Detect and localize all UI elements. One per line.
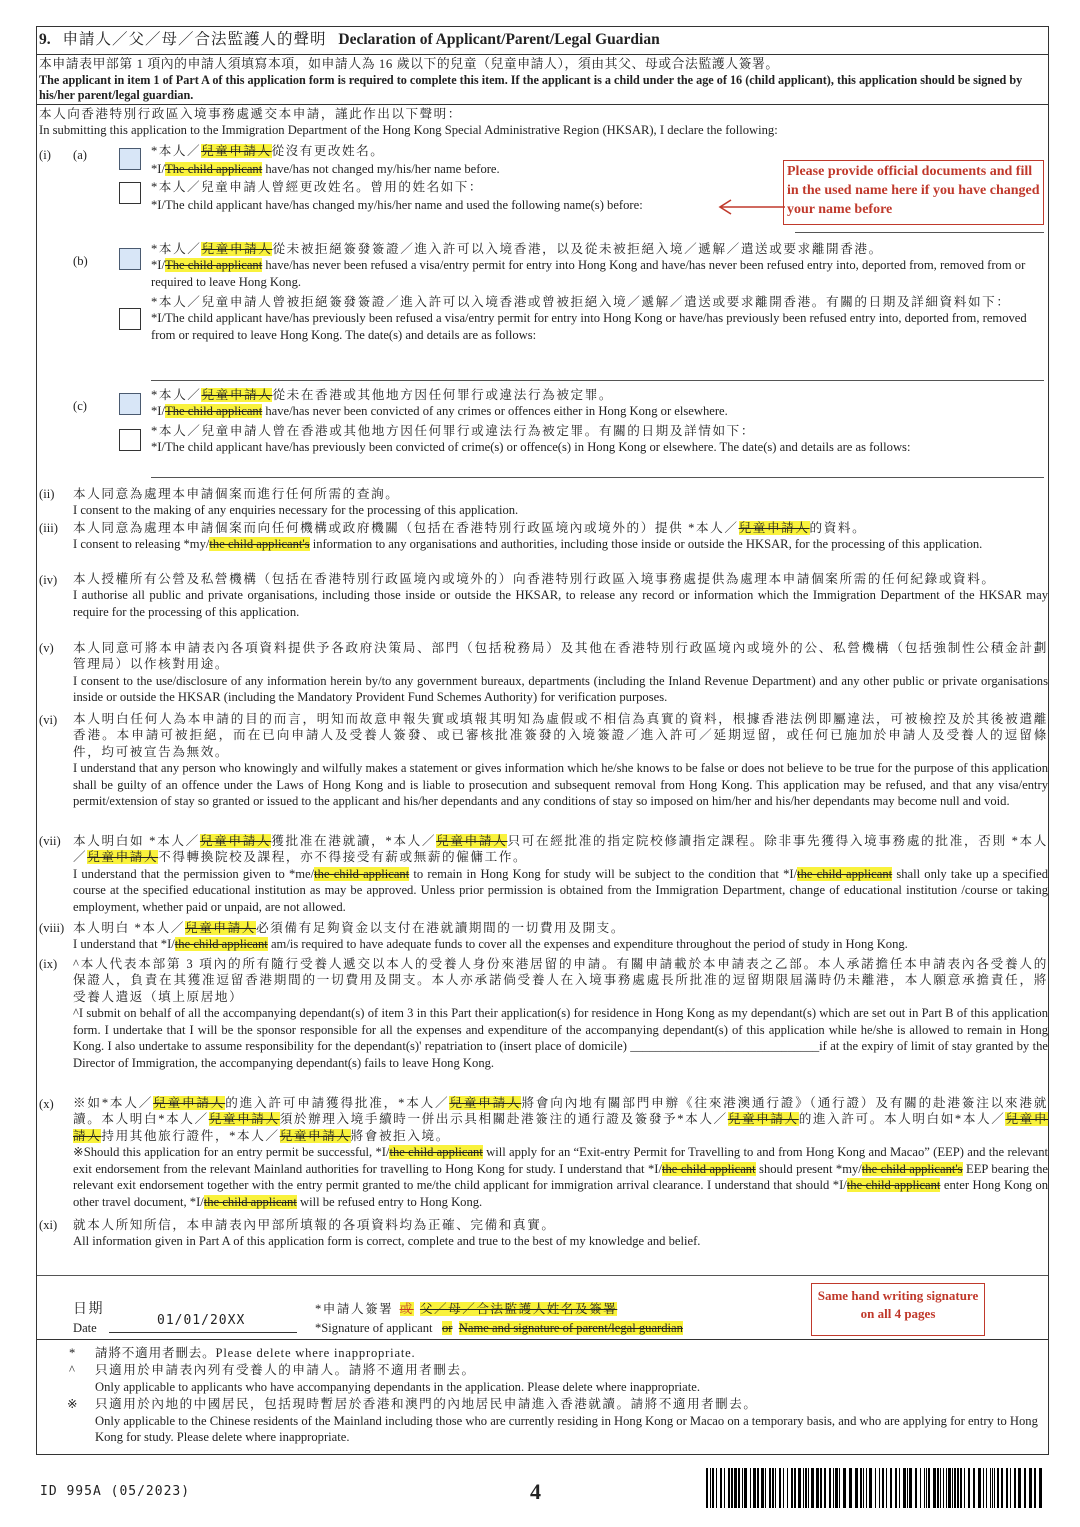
barcode-bar — [1010, 1468, 1011, 1508]
barcode-bar — [909, 1468, 912, 1508]
vii-text: 本人明白如 *本人／兒童申請人獲批准在港就讀，*本人／兒童申請人只可在經批准的指定院校修讀指定課程。除非事先獲得入境事務處的批准，否則 *本人／兒童申請人不得轉換院校及課程，亦不得接受有薪或無薪的僱傭工作。 I understand that the permission given to *me/the child applicant to remain in Hong Kong for study will be subject to the condition that *I/the child applicant shall only take up a specified course at the specified educational institution as may be approved. Unless prior permission is obtained from the Immigration Department, change of educational institution /course or taking employment, whether paid or unpaid, are not allowed. — [73, 834, 1048, 914]
item-vi-label: (vi) — [39, 713, 58, 727]
barcode-bar — [731, 1468, 733, 1508]
barcode-bar — [933, 1468, 936, 1508]
item-vii-label: (vii) — [39, 834, 61, 848]
barcode-bar — [1006, 1468, 1008, 1508]
barcode-bar — [1001, 1468, 1003, 1508]
barcode-bar — [924, 1468, 925, 1508]
barcode-bar — [875, 1468, 876, 1508]
intro-declare — [39, 106, 1044, 139]
barcode-bar — [772, 1468, 774, 1508]
a2-en: *I/The child applicant have/has changed my/his/her name and used the following name(s) before: — [151, 198, 643, 212]
barcode-bar — [710, 1468, 711, 1508]
barcode-bar — [920, 1468, 921, 1508]
barcode-bar — [886, 1468, 887, 1508]
barcode-bar — [833, 1468, 834, 1508]
footnote-ref-symbol: ※ — [67, 1397, 78, 1411]
barcode — [706, 1468, 1048, 1508]
viii-text: 本人明白 *本人／兒童申請人必須備有足夠資金以支付在港就讀期間的一切費用及開支。 I understand that *I/the child applicant am/is required to have adequate funds to cover all the expenses and expenditure throughout the period of study in Hong Kong. — [73, 921, 908, 952]
xi-text: 就本人所知所信，本申請表內甲部所填報的各項資料均為正確、完備和真實。 All information given in Part A of this application form is correct, complete and true to the best of my knowledge and belief. — [73, 1218, 701, 1249]
item-ix-label: (ix) — [39, 957, 58, 971]
barcode-bar — [986, 1468, 987, 1508]
signature-label-en: *Signature of applicant or Name and signature of parent/legal guardian — [315, 1321, 683, 1335]
barcode-bar — [753, 1468, 756, 1508]
note-used-name: Please provide official documents and fill in the used name here if you have changed your name before — [783, 160, 1044, 225]
barcode-bar — [794, 1468, 796, 1508]
iii-text: 本人同意為處理本申請個案而向任何機構或政府機關（包括在香港特別行政區境內或境外的）提供 *本人／兒童申請人的資料。 I consent to releasing *my/the child applicant's information to any organisations and authorities, including those inside or outside the HKSAR, for the processing of this application. — [73, 521, 983, 552]
footnote-ref-cn: 只適用於內地的中國居民，包括現時暫居於香港和澳門的內地居民申請進入香港就讀。請將不適用者刪去。 — [95, 1397, 758, 1411]
footnote-star-symbol: * — [69, 1346, 76, 1360]
barcode-bar — [744, 1468, 747, 1508]
barcode-bar — [957, 1468, 959, 1508]
item-ii-label: (ii) — [39, 487, 55, 501]
item-i-label: (i) — [39, 148, 51, 162]
barcode-bar — [899, 1468, 900, 1508]
intro-cn: 本申請表甲部第 1 項內的申請人須填寫本項，如申請人為 16 歲以下的兒童（兒童申請人），須由其父、母或合法監護人簽署。 — [39, 57, 779, 71]
barcode-bar — [750, 1468, 751, 1508]
barcode-bar — [907, 1468, 908, 1508]
barcode-bar — [954, 1468, 956, 1508]
barcode-bar — [1014, 1468, 1016, 1508]
barcode-bar — [843, 1468, 846, 1508]
barcode-bar — [706, 1468, 708, 1508]
checkbox-a2[interactable] — [119, 182, 141, 204]
barcode-bar — [769, 1468, 771, 1508]
barcode-bar — [937, 1468, 939, 1508]
barcode-bar — [816, 1468, 819, 1508]
footnote-ref-en: Only applicable to the Chinese residents of the Mainland including those who are currently residing in Hong Kong or Macao on a temporary basis, and who are applying for entry to Hong Kong for study. Please delete where inappropriate. — [95, 1414, 1038, 1445]
barcode-bar — [990, 1468, 991, 1508]
date-label-cn: 日期 — [73, 1302, 104, 1317]
barcode-bar — [964, 1468, 965, 1508]
item-c-label: (c) — [73, 399, 87, 413]
ii-text: 本人同意為處理本申請個案而進行任何所需的查詢。 I consent to the making of any enquiries necessary for the processing of this application. — [73, 487, 519, 518]
barcode-bar — [866, 1468, 867, 1508]
intro-en: The applicant in item 1 of Part A of this application form is required to complete this item. If the applicant is a child under the age of 16 (child applicant), this application should be signed by his/her parent/legal guardian. — [39, 72, 1023, 103]
ix-text: ^本人代表本部第 3 項內的所有隨行受養人遞交以本人的受養人身份來港居留的申請。有關申請載於本申請表之乙部。本人承諾擔任本申請表內各受養人的保證人，負責在其獲准逗留香港期間的一切費用及開支。本人亦承諾倘受養人在入境事務處處長所批准的逗留期限屆滿時仍未離港，本人願意承擔責任，將受養人遣返（填上原居地） ^I submit on behalf of all the accompanying dependant(s) of item 3 in this Part their application(s) for residence in Hong Kong as my dependant(s) which are set out in Part B of this application form. I undertake that I will be the sponsor responsible for all the expenses and expenditure of the accompanying dependant(s) of this application while he/she is allowed to remain in Hong Kong. I also undertake to assume responsibility for the dependant(s)' repatriation to (insert place of domicile) ______________________________if at the expiry of limit of stay granted by the Director of Immigration, the accompanying dependant(s) fails to leave Hong Kong. — [73, 957, 1048, 1070]
checkbox-b1[interactable] — [119, 248, 141, 270]
a1-en: *I/The child applicant have/has not changed my/his/her name before. — [151, 162, 500, 176]
signature-label-cn: *申請人簽署 或 父／母／合法監護人姓名及簽署 — [315, 1302, 618, 1316]
iv-text: 本人授權所有公營及私營機構（包括在香港特別行政區境內或境外的）向香港特別行政區入境事務處提供為處理本申請個案所需的任何紀錄或資料。 I authorise all public and private organisations, including those inside or outside the HKSAR, to release any record or information which the Immigration Department of the HKSAR may require for the processing of this application. — [73, 572, 1048, 619]
barcode-bar — [978, 1468, 981, 1508]
date-label-en: Date — [73, 1321, 97, 1335]
barcode-bar — [779, 1468, 781, 1508]
declaration-section — [36, 26, 1049, 1455]
barcode-bar — [997, 1468, 999, 1508]
barcode-bar — [1018, 1468, 1021, 1508]
barcode-bar — [915, 1468, 917, 1508]
barcode-bar — [928, 1468, 930, 1508]
item-x-label: (x) — [39, 1097, 54, 1111]
b2-text: *本人／兒童申請人曾被拒絕簽發簽證／進入許可以入境香港或曾被拒絕入境／遞解／遣送或要求離開香港。有關的日期及詳細資料如下： *I/The child applicant have/has previously been refused a visa/entry permit for entry into Hong Kong or have/has previously been refused entry into, deported from, removed from or required to leave Hong Kong. The date(s) and details are as follows: — [151, 295, 1027, 342]
barcode-bar — [757, 1468, 759, 1508]
barcode-bar — [761, 1468, 764, 1508]
intro2-en: In submitting this application to the Immigration Department of the Hong Kong Special Administrative Region (HKSAR), I declare the following: — [39, 123, 778, 138]
barcode-bar — [882, 1468, 884, 1508]
barcode-bar — [839, 1468, 840, 1508]
barcode-bar — [960, 1468, 962, 1508]
date-field[interactable]: 01/01/20XX — [109, 1313, 297, 1333]
barcode-bar — [940, 1468, 941, 1508]
item-iv-label: (iv) — [39, 573, 58, 587]
barcode-bar — [791, 1468, 793, 1508]
section-title-cn: 申請人／父／母／合法監護人的聲明 — [62, 31, 327, 48]
barcode-bar — [775, 1468, 776, 1508]
barcode-bar — [808, 1468, 809, 1508]
c1-text: *本人／兒童申請人從未在香港或其他地方因任何罪行或違法行為被定罪。 *I/The child applicant have/has never been convicted of any crimes or offences either in Hong Kong or elsewhere. — [151, 388, 728, 419]
barcode-bar — [879, 1468, 880, 1508]
barcode-bar — [803, 1468, 804, 1508]
barcode-bar — [811, 1468, 814, 1508]
barcode-bar — [1024, 1468, 1026, 1508]
barcode-bar — [946, 1468, 947, 1508]
barcode-bar — [712, 1468, 714, 1508]
barcode-bar — [849, 1468, 852, 1508]
vi-text: 本人明白任何人為本申請的目的而言，明知而故意申報失實或填報其明知為虛假或不相信為真實的資料，根據香港法例即屬違法，可被檢控及於其後被遣離香港。本申請可被拒絕，而在已向申請人及受養人簽發、或已審核批准簽發的入境簽證／進入許可／延期逗留，或任何已施加於申請人及受養人的逗留條件，均可被宣告為無效。 I understand that any person who knowingly and wilfully makes a statement or gives information which he/she knows to be false or does not believe to be true for the purpose of this application shall be guilty of an offence under the Laws of Hong Kong and is liable to prosecution and subsequent removal from Hong Kong. This application may be refused, and that any visa/entry permit/extension of stay so granted or issued to the applicant and his/her dependants and any conditions of stay so imposed on him/her and his/her dependants may become null and void. — [73, 712, 1048, 809]
barcode-bar — [860, 1468, 862, 1508]
barcode-bar — [948, 1468, 951, 1508]
item-v-label: (v) — [39, 641, 54, 655]
section-title-en: Declaration of Applicant/Parent/Legal Guardian — [338, 31, 660, 48]
barcode-bar — [952, 1468, 953, 1508]
note-signature: Same hand writing signature on all 4 pages — [811, 1283, 985, 1336]
checkbox-a1[interactable] — [119, 148, 141, 170]
footnote-caret-symbol: ^ — [69, 1363, 75, 1377]
footnote-star-text: 請將不適用者刪去。Please delete where inappropriate. — [95, 1346, 416, 1360]
barcode-bar — [742, 1468, 743, 1508]
barcode-bar — [992, 1468, 993, 1508]
v-text: 本人同意可將本申請表內各項資料提供予各政府決策局、部門（包括稅務局）及其他在香港特別行政區境內或境外的公、私營機構（包括強制性公積金計劃管理局）以作核對用途。 I consent to the use/disclosure of any information herein by/to any government bureaux, departments (including the Inland Revenue Department) and any other public or private organisations inside or outside the HKSAR (including the Mandatory Provident Fund Schemes Authority) for verification purposes. — [73, 641, 1048, 705]
checkbox-b2[interactable] — [119, 308, 141, 330]
barcode-bar — [805, 1468, 807, 1508]
barcode-bar — [824, 1468, 826, 1508]
barcode-bar — [720, 1468, 722, 1508]
barcode-bar — [783, 1468, 784, 1508]
barcode-bar — [973, 1468, 975, 1508]
barcode-bar — [1034, 1468, 1036, 1508]
barcode-bar — [903, 1468, 906, 1508]
barcode-bar — [787, 1468, 788, 1508]
footnote-caret-en: Only applicable to applicants who have accompanying dependants in the application. Please delete where inappropriate. — [95, 1380, 700, 1394]
barcode-bar — [1039, 1468, 1042, 1508]
item-a-label: (a) — [73, 148, 87, 162]
b1-text: *本人／兒童申請人從未被拒絕簽發簽證／進入許可以入境香港，以及從未被拒絕入境／遞解／遣送或要求離開香港。 *I/The child applicant have/has never been refused a visa/entry permit for entry into Hong Kong and have/has never been refused entry into, deported from, removed from or required to leave Hong Kong. — [151, 242, 1026, 289]
section-header — [37, 27, 1048, 55]
barcode-bar — [890, 1468, 892, 1508]
barcode-bar — [738, 1468, 740, 1508]
barcode-bar — [1029, 1468, 1032, 1508]
form-id: ID 995A (05/2023) — [40, 1484, 191, 1499]
a2-cn: *本人／兒童申請人曾經更改姓名。曾用的姓名如下： — [151, 180, 483, 194]
barcode-bar — [716, 1468, 717, 1508]
checkbox-c2[interactable] — [119, 429, 141, 451]
barcode-bar — [943, 1468, 944, 1508]
barcode-bar — [765, 1468, 766, 1508]
barcode-bar — [829, 1468, 831, 1508]
intro-instruction — [39, 56, 1046, 104]
c2-text: *本人／兒童申請人曾在香港或其他地方因任何罪行或違法行為被定罪。有關的日期及詳情如下： *I/The child applicant have/has previously been convicted of crime(s) or offence(s) in Hong Kong or elsewhere. The date(s) and details are as follows: — [151, 424, 911, 455]
barcode-bar — [820, 1468, 822, 1508]
barcode-bar — [728, 1468, 730, 1508]
footnote-caret-cn: 只適用於申請表內列有受養人的申請人。請將不適用者刪去。 — [95, 1363, 476, 1377]
barcode-bar — [798, 1468, 801, 1508]
item-viii-label: (viii) — [39, 921, 65, 935]
x-text: ※如*本人／兒童申請人的進入許可申請獲得批准，*本人／兒童申請人將會向內地有關部門申辦《往來港澳通行證》（通行證）及有關的赴港簽注以來港就讀。本人明白*本人／兒童申請人須於辦理入境手續時一併出示具相關赴港簽注的通行證及簽發予*本人／兒童申請人的進入許可。本人明白如*本人／兒童申請人持用其他旅行證件，*本人／兒童申請人將會被拒入境。 ※Should this application for an entry permit be successful, *I/the child applicant will apply for an “Exit-entry Permit for Travelling to and from Hong Kong and Macao” (EEP) and the relevant exit endorsement from the relevant Mainland authorities for travelling to Hong Kong for study. I understand that *I/the child applicant should present *my/the child applicant's EEP bearing the relevant exit endorsement together with the entry permit granted to me/the child applicant for immigration arrival clearance. I understand that should *I/the child applicant enter Hong Kong on other travel document, *I/the child applicant will be refused entry to Hong Kong. — [73, 1096, 1049, 1209]
barcode-bar — [983, 1468, 984, 1508]
section-number: 9. — [39, 31, 51, 48]
barcode-bar — [734, 1468, 737, 1508]
item-iii-label: (iii) — [39, 521, 58, 535]
barcode-bar — [855, 1468, 858, 1508]
a1-cn: *本人／兒童申請人從沒有更改姓名。 — [151, 144, 385, 158]
barcode-bar — [926, 1468, 927, 1508]
barcode-bar — [869, 1468, 872, 1508]
item-b-label: (b) — [73, 254, 88, 268]
barcode-bar — [724, 1468, 725, 1508]
barcode-bar — [835, 1468, 838, 1508]
barcode-bar — [968, 1468, 970, 1508]
arrow-icon — [717, 199, 787, 215]
item-xi-label: (xi) — [39, 1218, 58, 1232]
checkbox-c1[interactable] — [119, 393, 141, 415]
intro2-cn: 本人向香港特別行政區入境事務處遞交本申請，謹此作出以下聲明： — [39, 107, 462, 121]
barcode-bar — [863, 1468, 864, 1508]
barcode-bar — [895, 1468, 897, 1508]
page-number: 4 — [530, 1479, 541, 1504]
barcode-bar — [994, 1468, 995, 1508]
